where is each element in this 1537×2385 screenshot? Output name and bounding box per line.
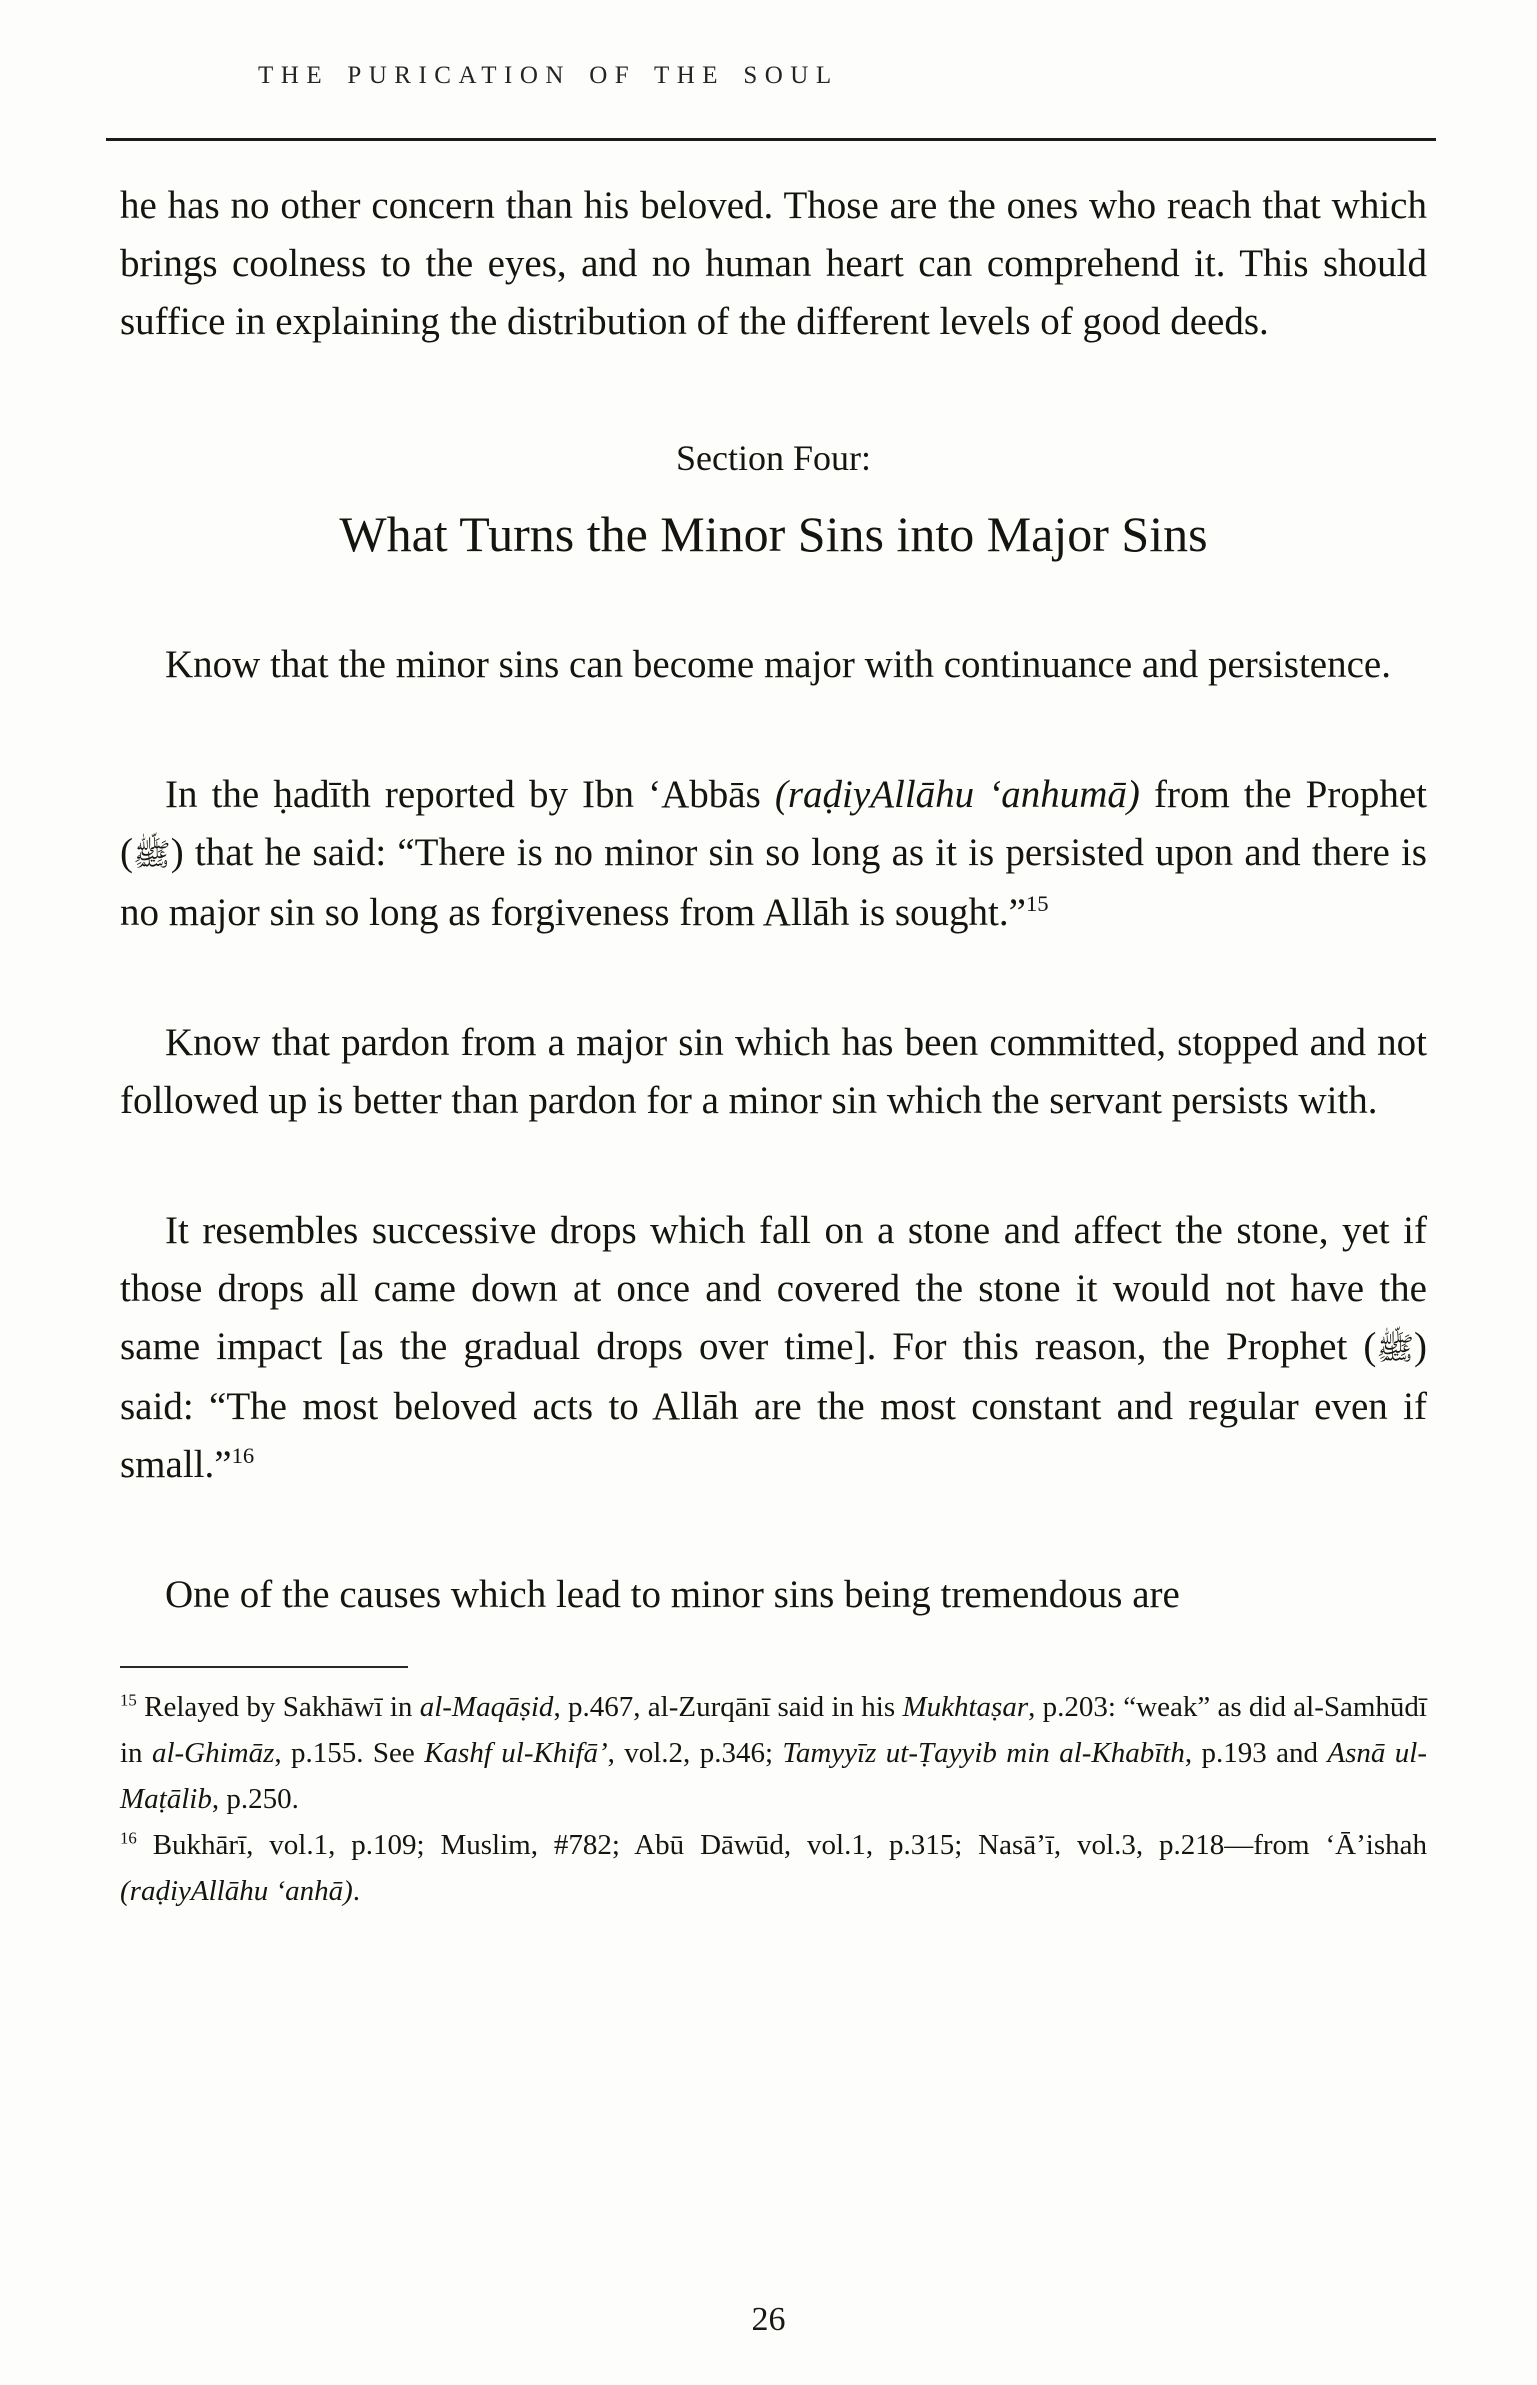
text-run: , p.155. See (274, 1737, 425, 1770)
text-run: One of the causes which lead to minor sins being tremendous are (165, 1573, 1180, 1617)
paragraph (120, 1014, 1427, 1130)
footnote-ref: 16 (120, 1828, 137, 1848)
text-run: ) said: “The most beloved acts to Allāh are the most constant and regular even if small.” (120, 1325, 1427, 1487)
italic-run: Tamyyīz ut-Ṭayyib min al-Khabīth (782, 1737, 1185, 1770)
text-run: , vol.2, p.346; (607, 1737, 783, 1770)
page-header (120, 62, 1427, 141)
body-paragraphs (120, 636, 1427, 1624)
footnote-ref: 16 (231, 1443, 255, 1469)
prophet-honorific-glyph: ﷺ (133, 837, 171, 873)
footnote-ref: 15 (120, 1690, 137, 1710)
text-run: Relayed by Sakhāwī in (136, 1691, 420, 1724)
header-rule (106, 138, 1436, 141)
paragraph (120, 636, 1427, 694)
paragraph (120, 1822, 1427, 1914)
footnotes (120, 1684, 1427, 1914)
text-run: from the Prophet ( (120, 773, 1427, 875)
italic-run: Mukhtaṣar (902, 1691, 1029, 1724)
section-heading (120, 437, 1427, 564)
text-run: Know that pardon from a major sin which has been committed, stopped and not followed up is better than pardon for a minor sin which the servant persists with. (120, 1021, 1427, 1123)
text-run: . (352, 1875, 361, 1908)
italic-run: Kashf ul-Khifā’ (424, 1737, 608, 1770)
text-run: ) that he said: “There is no minor sin so long as it is persisted upon and there is no major sin so long as forgiveness from Allāh is sought.” (120, 831, 1427, 935)
italic-run: (raḍiyAllāhu ‘anhā) (120, 1875, 353, 1908)
opening-paragraph (120, 177, 1427, 351)
page-number: 26 (751, 2301, 786, 2338)
italic-run: (raḍiyAllāhu ‘anhumā) (774, 773, 1140, 817)
paragraph (120, 1684, 1427, 1822)
text-run: , p.250. (211, 1783, 299, 1816)
italic-run: al-Maqāṣid (419, 1691, 554, 1724)
text-run: Bukhārī, vol.1, p.109; Muslim, #782; Abū Dāwūd, vol.1, p.315; Nasā’ī, vol.3, p.218—from ‘Ā’ishah (136, 1829, 1427, 1862)
paragraph (120, 766, 1427, 942)
paragraph (120, 1202, 1427, 1494)
text-run: , p.193 and (1184, 1737, 1328, 1770)
text-run: , p.203: “weak” as did al-Samhūdī in (120, 1691, 1427, 1770)
text-run: , p.467, al-Zurqānī said in his (553, 1691, 903, 1724)
running-header: THE PURICATION OF THE SOUL (258, 62, 839, 89)
prophet-honorific-glyph: ﷺ (1376, 1331, 1414, 1367)
section-title: What Turns the Minor Sins into Major Sins (339, 506, 1208, 563)
footnote-ref: 15 (1025, 891, 1049, 917)
italic-run: Asnā ul-Maṭālib (120, 1737, 1428, 1816)
text-run: In the ḥadīth reported by Ibn ‘Abbās (165, 773, 775, 817)
italic-run: al-Ghimāz (151, 1737, 275, 1770)
footnote-divider (120, 1666, 408, 1668)
page-body (120, 177, 1427, 1914)
text-run: he has no other concern than his beloved. Those are the ones who reach that which brings coolness to the eyes, and no human heart can comprehend it. This should suffice in explaining the distribution of the different levels of good deeds. (120, 184, 1427, 343)
paragraph (120, 1566, 1427, 1624)
text-run: It resembles successive drops which fall on a stone and affect the stone, yet if those drops all came down at once and covered the stone it would not have the same impact [as the gradual drops over time]. For this reason, the Prophet ( (120, 1209, 1427, 1369)
text-run: Know that the minor sins can become major with continuance and persistence. (165, 643, 1391, 687)
section-kicker: Section Four: (676, 438, 871, 478)
